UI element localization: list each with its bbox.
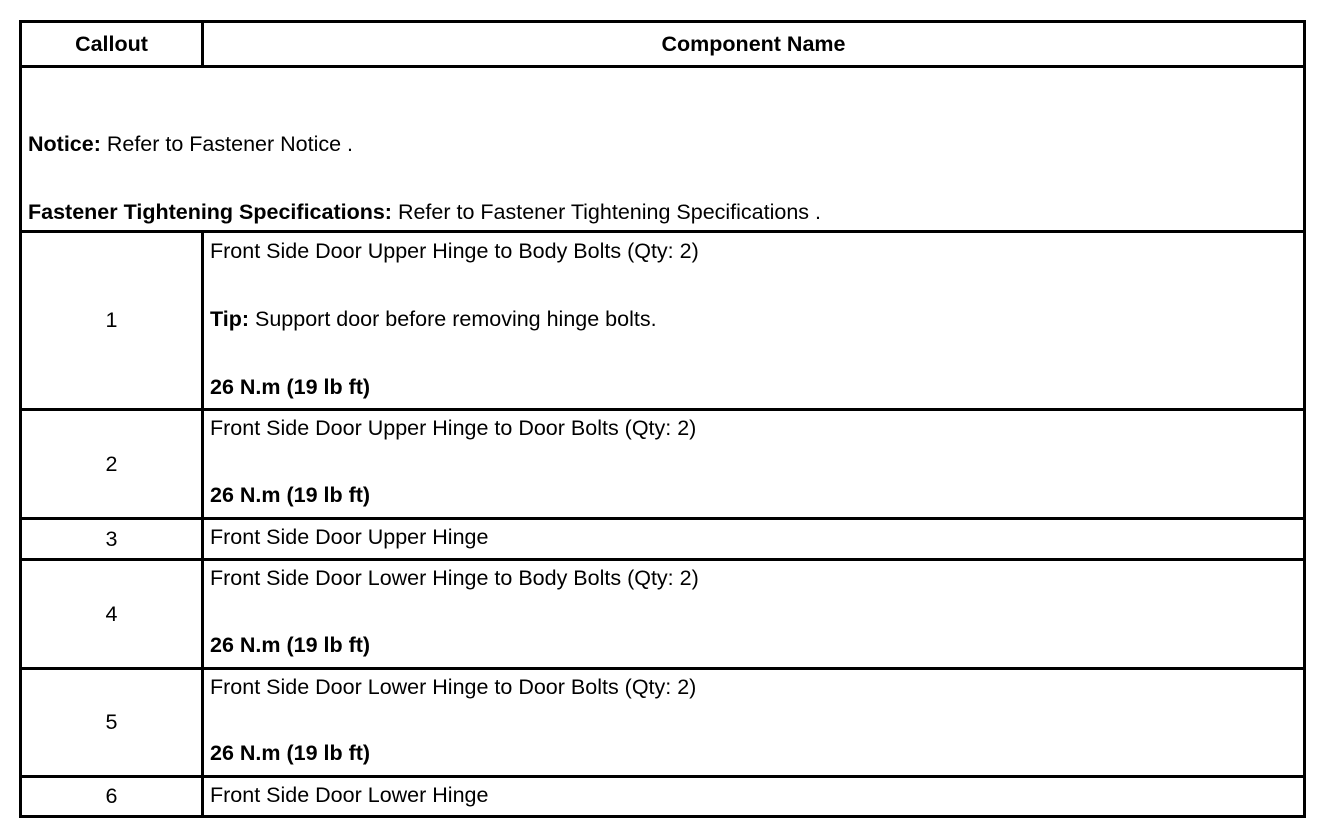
component-name: Front Side Door Lower Hinge to Door Bolts (Qty: 2)	[210, 675, 697, 699]
callout-cell: 2	[22, 411, 204, 517]
callout-cell: 5	[22, 670, 204, 775]
component-name: Front Side Door Upper Hinge to Body Bolts (Qty: 2)	[210, 239, 699, 263]
torque-spec: 26 N.m (19 lb ft)	[210, 375, 371, 399]
table-row	[22, 517, 1303, 558]
notice-text: Refer to Fastener Notice .	[100, 132, 354, 156]
fastener-table	[19, 20, 1306, 818]
notice-label: Notice:	[28, 132, 101, 156]
torque-spec: 26 N.m (19 lb ft)	[210, 633, 371, 657]
callout-cell: 3	[22, 520, 204, 558]
table-row	[22, 558, 1303, 667]
torque-spec: 26 N.m (19 lb ft)	[210, 483, 371, 507]
table-row	[22, 775, 1303, 815]
table-header-row	[22, 23, 1303, 65]
header-component-name-cell	[204, 23, 1303, 65]
component-name: Front Side Door Upper Hinge	[210, 525, 489, 549]
component-cell	[204, 411, 1303, 517]
component-cell	[204, 520, 1303, 558]
component-cell	[204, 561, 1303, 667]
tip-label: Tip:	[210, 307, 250, 331]
component-name: Front Side Door Upper Hinge to Door Bolts (Qty: 2)	[210, 416, 697, 440]
header-callout: Callout	[22, 23, 204, 65]
spec-line	[28, 200, 821, 224]
table-row	[22, 408, 1303, 517]
notice-cell	[22, 68, 1303, 230]
tip-text: Support door before removing hinge bolts.	[249, 307, 657, 331]
component-cell	[204, 670, 1303, 775]
table-row	[22, 230, 1303, 408]
header-component-name: Component Name	[661, 31, 846, 56]
notice-row	[22, 65, 1303, 230]
component-cell	[204, 233, 1303, 408]
callout-cell: 1	[22, 233, 204, 408]
table-row	[22, 667, 1303, 775]
callout-cell: 4	[22, 561, 204, 667]
component-cell	[204, 778, 1303, 815]
callout-cell: 6	[22, 778, 204, 815]
spec-text: Refer to Fastener Tightening Specifications .	[391, 200, 822, 224]
torque-spec: 26 N.m (19 lb ft)	[210, 741, 371, 765]
notice-line	[28, 132, 353, 156]
component-name: Front Side Door Lower Hinge to Body Bolts (Qty: 2)	[210, 566, 699, 590]
spec-label: Fastener Tightening Specifications:	[28, 200, 392, 224]
component-name: Front Side Door Lower Hinge	[210, 783, 489, 807]
tip-line	[210, 307, 657, 331]
